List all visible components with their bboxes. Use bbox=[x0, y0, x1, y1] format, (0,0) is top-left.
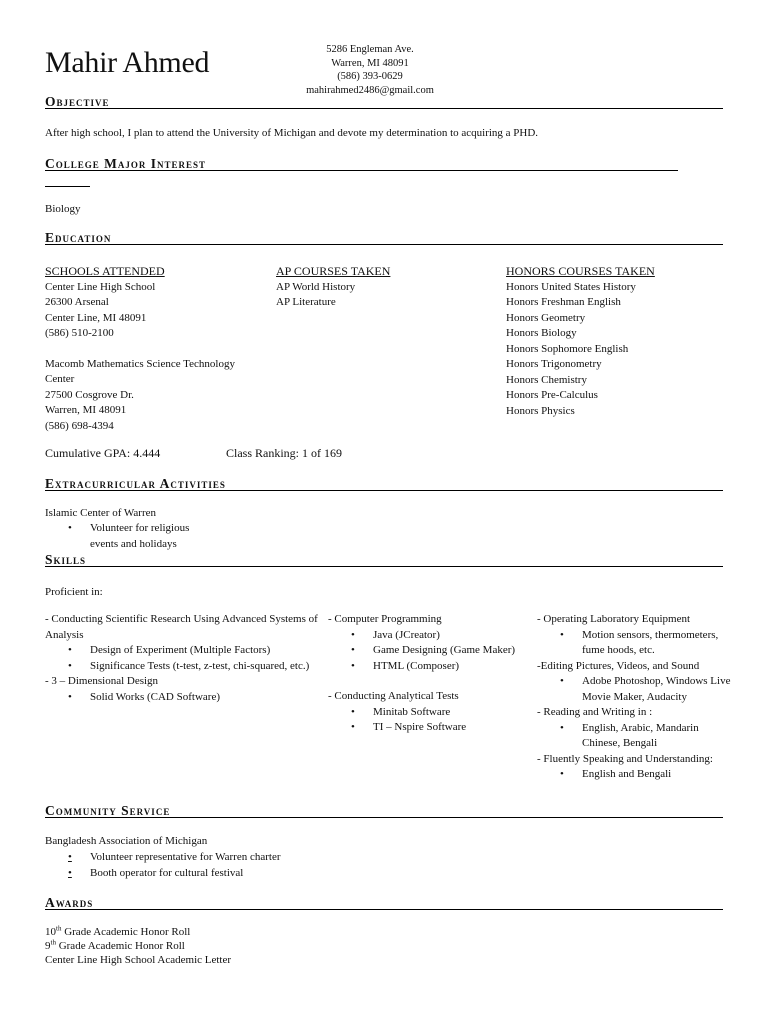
honors-courses-column bbox=[506, 264, 726, 419]
skills-column-2 bbox=[328, 612, 528, 736]
schools-heading: SCHOOLS ATTENDED bbox=[45, 264, 165, 278]
section-divider bbox=[45, 108, 723, 109]
honors-course: Honors Pre-Calculus bbox=[506, 389, 598, 401]
school-entry bbox=[45, 357, 265, 435]
list-item: • Design of Experiment (Multiple Factors) bbox=[90, 643, 320, 659]
award-item bbox=[45, 925, 190, 939]
section-divider bbox=[45, 909, 723, 910]
extracurricular-org: Islamic Center of Warren bbox=[45, 507, 157, 519]
school-entry bbox=[45, 280, 265, 342]
street-address: 5286 Engleman Ave. bbox=[326, 44, 414, 55]
skill-group-title: - Computer Programming bbox=[328, 613, 442, 625]
list-item: • TI – Nspire Software bbox=[373, 720, 528, 736]
honors-courses-heading: HONORS COURSES TAKEN bbox=[506, 264, 655, 278]
email-address: mahirahmed2486@gmail.com bbox=[306, 84, 434, 96]
ap-course: AP Literature bbox=[276, 296, 336, 308]
list-item: • Game Designing (Game Maker) bbox=[373, 643, 528, 659]
award-item: Center Line High School Academic Letter bbox=[45, 954, 232, 966]
short-divider bbox=[45, 186, 90, 187]
college-major-text: Biology bbox=[45, 203, 81, 215]
list-item: • Volunteer representative for Warren charter bbox=[90, 850, 345, 866]
skill-group-title: - Conducting Analytical Tests bbox=[328, 690, 459, 702]
school-line: Macomb Mathematics Science Technology bbox=[45, 357, 235, 370]
education-heading: Education bbox=[45, 230, 112, 245]
list-item: • English, Arabic, Mandarin Chinese, Bengali bbox=[582, 721, 722, 752]
schools-column bbox=[45, 264, 265, 434]
skills-heading: Skills bbox=[45, 552, 87, 567]
list-item: • Booth operator for cultural festival bbox=[90, 866, 345, 882]
school-line: Center bbox=[45, 373, 75, 385]
cumulative-gpa: Cumulative GPA: 4.444 bbox=[45, 446, 161, 460]
class-ranking: Class Ranking: 1 of 169 bbox=[226, 446, 342, 460]
award-grade: 10 bbox=[45, 926, 56, 938]
skill-group-title: - Conducting Scientific Research Using Advanced Systems of Analysis bbox=[45, 613, 318, 641]
school-line: (586) 698-4394 bbox=[45, 419, 114, 432]
phone-number: (586) 393-0629 bbox=[337, 71, 403, 82]
skills-column-3 bbox=[537, 612, 737, 783]
contact-block bbox=[290, 43, 450, 97]
skills-intro: Proficient in: bbox=[45, 586, 103, 598]
objective-heading: Objective bbox=[45, 94, 110, 109]
honors-course: Honors Freshman English bbox=[506, 296, 621, 308]
list-item: • Motion sensors, thermometers, fume hoods, etc. bbox=[582, 628, 737, 659]
extracurricular-list bbox=[45, 521, 215, 552]
ap-course: AP World History bbox=[276, 280, 356, 293]
applicant-name: Mahir Ahmed bbox=[45, 46, 210, 79]
award-ordinal: th bbox=[56, 924, 62, 933]
award-text: Grade Academic Honor Roll bbox=[55, 940, 185, 952]
list-item: • Volunteer for religious events and holidays bbox=[90, 521, 215, 552]
objective-text: After high school, I plan to attend the University of Michigan and devote my determination to acquiring a PHD. bbox=[45, 127, 539, 139]
section-divider bbox=[45, 566, 723, 567]
skills-column-1 bbox=[45, 612, 320, 705]
extracurricular-heading: Extracurricular Activities bbox=[45, 476, 226, 491]
ap-courses-heading: AP COURSES TAKEN bbox=[276, 264, 391, 278]
section-divider bbox=[45, 170, 678, 171]
skill-group-title: - Fluently Speaking and Understanding: bbox=[537, 752, 713, 765]
school-line: Center Line, MI 48091 bbox=[45, 311, 147, 324]
honors-course: Honors Geometry bbox=[506, 311, 586, 324]
school-line: Center Line High School bbox=[45, 280, 156, 293]
community-org: Bangladesh Association of Michigan bbox=[45, 835, 208, 847]
honors-course: Honors Trigonometry bbox=[506, 358, 602, 370]
honors-course: Honors Physics bbox=[506, 404, 575, 417]
list-item: • Significance Tests (t-test, z-test, chi-squared, etc.) bbox=[90, 659, 315, 675]
skill-group-title: -Editing Pictures, Videos, and Sound bbox=[537, 659, 700, 672]
award-text: Grade Academic Honor Roll bbox=[61, 926, 191, 938]
list-item: • English and Bengali bbox=[582, 767, 737, 783]
section-divider bbox=[45, 490, 723, 491]
honors-course: Honors United States History bbox=[506, 280, 636, 293]
ap-courses-column bbox=[276, 264, 496, 311]
skill-group-title: - Reading and Writing in : bbox=[537, 706, 653, 718]
awards-heading: Awards bbox=[45, 895, 94, 910]
school-line: Warren, MI 48091 bbox=[45, 404, 127, 416]
list-item: • Adobe Photoshop, Windows Live Movie Maker, Audacity bbox=[582, 674, 742, 705]
school-line: 26300 Arsenal bbox=[45, 296, 109, 308]
list-item: • Solid Works (CAD Software) bbox=[90, 690, 320, 706]
award-item bbox=[45, 939, 185, 953]
section-divider bbox=[45, 817, 723, 818]
skill-group-title: - 3 – Dimensional Design bbox=[45, 675, 159, 687]
list-item: • Minitab Software bbox=[373, 705, 528, 721]
skill-group-title: - Operating Laboratory Equipment bbox=[537, 613, 691, 625]
honors-course: Honors Sophomore English bbox=[506, 342, 629, 355]
college-major-heading: College Major Interest bbox=[45, 156, 207, 171]
list-item: • Java (JCreator) bbox=[373, 628, 528, 644]
award-ordinal: th bbox=[50, 938, 56, 947]
award-grade: 9 bbox=[45, 940, 51, 952]
community-service-heading: Community Service bbox=[45, 803, 171, 818]
school-line: (586) 510-2100 bbox=[45, 327, 114, 339]
honors-course: Honors Chemistry bbox=[506, 373, 587, 386]
school-line: 27500 Cosgrove Dr. bbox=[45, 388, 134, 401]
section-divider bbox=[45, 244, 723, 245]
list-item: • HTML (Composer) bbox=[373, 659, 528, 675]
community-list bbox=[45, 850, 345, 881]
city-state-zip: Warren, MI 48091 bbox=[331, 57, 409, 69]
honors-course: Honors Biology bbox=[506, 327, 577, 339]
